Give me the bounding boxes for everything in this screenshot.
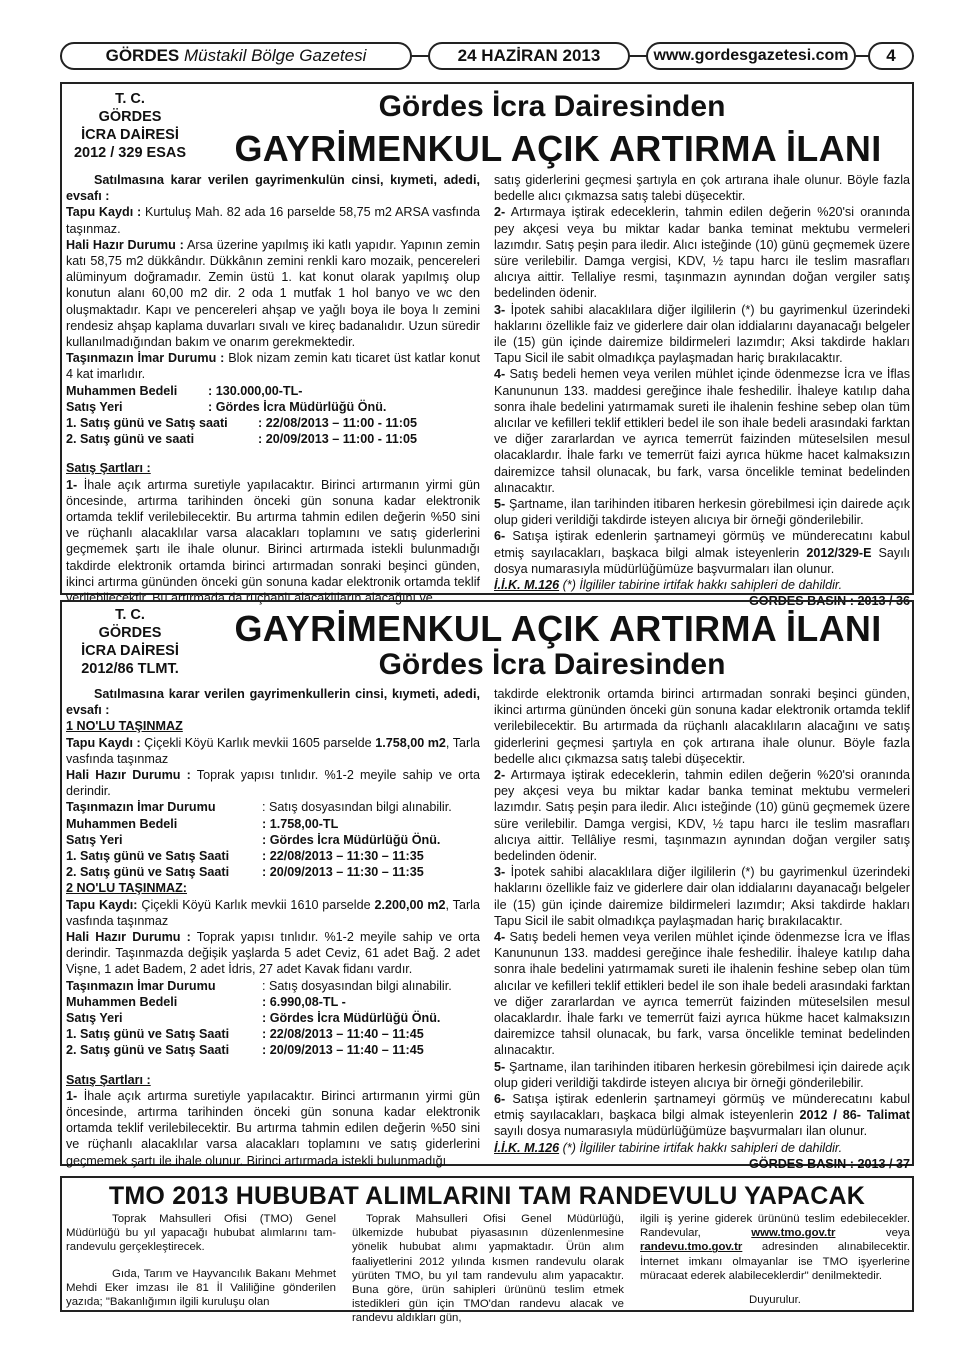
tmo-sign: Duyurulur. <box>749 1294 801 1307</box>
tapu-label: Tapu Kaydı : <box>66 735 141 750</box>
issue-date: 24 HAZİRAN 2013 <box>428 42 630 70</box>
iik-note <box>494 577 910 593</box>
ad-title: GAYRİMENKUL AÇIK ARTIRMA İLANI <box>234 128 882 169</box>
tmo-text: ilgili iş yerine giderek ürününü teslim edebilecekler. Randevular, <box>640 1213 910 1240</box>
cond-text: Satışa iştirak edenlerin şartnameyi görmüş ve münderecatını kabul etmiş sayılacakları, başkaca bilgi almak isteyenlerin <box>494 529 911 560</box>
yer-label: Satış Yeri <box>66 1011 123 1026</box>
imar-row <box>66 350 480 382</box>
cond-5 <box>494 496 910 528</box>
imar-label: Taşınmazın İmar Durumu <box>66 978 216 993</box>
cond-num: 5- <box>494 497 506 512</box>
ad-right-column <box>494 172 910 609</box>
tapu-area: 2.200,00 m2 <box>374 897 446 912</box>
gun1-label: 1. Satış günü ve Satış Saati <box>66 1027 230 1042</box>
imar-value: : Satış dosyasından bilgi alınabilir. <box>262 800 452 815</box>
property-2-heading: 2 NO'LU TAŞINMAZ: <box>66 881 187 896</box>
yer-value: : Gördes İcra Müdürlüğü Önü. <box>262 832 441 847</box>
cond-num: 2- <box>494 768 506 783</box>
page-header <box>60 38 914 74</box>
paper-name-pill <box>60 42 412 70</box>
court-heading <box>68 606 192 678</box>
t1-imar-row <box>66 799 480 815</box>
court-line: T. C. <box>115 607 145 623</box>
signature: GÖRDES BASIN : 2013 / 36 <box>749 594 910 609</box>
cond-4 <box>494 366 910 496</box>
tapu-label: Tapu Kaydı: <box>66 897 138 912</box>
yer-label: Satış Yeri <box>66 832 123 847</box>
court-line: T. C. <box>115 91 145 107</box>
tapu-value: Çiçekli Köyü Karlık mevkii 1605 parselde <box>144 735 376 750</box>
tapu-label: Tapu Kaydı : <box>66 205 142 220</box>
yer-value: : Gördes İcra Müdürlüğü Önü. <box>208 399 387 414</box>
gun1-value: : 22/08/2013 – 11:00 - 11:05 <box>258 416 417 431</box>
cond-num: 6- <box>494 1092 506 1107</box>
cond-num: 4- <box>494 367 506 382</box>
ad-right-column <box>494 686 910 1172</box>
tmo-text: veya <box>835 1227 910 1240</box>
hali-label: Hali Hazır Durumu : <box>66 237 184 252</box>
cond-text: Satış bedeli hemen veya verilen mühlet içinde ödenmezse İcra ve İflas Kanununun 133. maddesi gereğince ihale feshedilir. İhaleye katılıp daha sonra ihale bedelini yatırmamak sureti ile ihalenin feshine sebep olan tüm alıcılar ve kefilleri teklif ettikleri bedel ile son ihale bedeli arasındaki farktan ve diğer zararlardan ve ayrıca temerrüt faizinden müteselsilen mesul olacaklardır. İhale farkı ve temerrüt faizi ayrıca hükme hacet kalmaksızın dairemizce tahsil olunacak, bu fark, varsa öncelikle teminat bedelinden alınacaktır. <box>494 930 910 1058</box>
bedel-label: Muhammen Bedeli <box>66 816 178 831</box>
t2-yer-row <box>66 1010 480 1026</box>
tmo-col-1 <box>66 1212 336 1309</box>
court-line: İCRA DAİRESİ <box>81 127 179 143</box>
yer-value: : Gördes İcra Müdürlüğü Önü. <box>262 1011 441 1026</box>
court-line: 2012/86 TLMT. <box>81 661 179 677</box>
ad-left-column <box>66 172 480 606</box>
tapu-row <box>66 204 480 236</box>
tmo-headline: TMO 2013 HUBUBAT ALIMLARINI TAM RANDEVULU YAPACAK <box>108 1182 866 1210</box>
bedel-label: Muhammen Bedeli <box>66 994 178 1009</box>
hali-label: Hali Hazır Durumu : <box>66 930 191 945</box>
t1-gun2-row <box>66 864 480 880</box>
t2-tapu-row <box>66 897 480 929</box>
gun1-value: : 22/08/2013 – 11:30 – 11:35 <box>262 849 424 864</box>
gun2-label: 2. Satış günü ve Satış Saati <box>66 1043 230 1058</box>
tapu-area: 1.758,00 m2 <box>375 735 446 750</box>
cond-num: 4- <box>494 930 506 945</box>
ad-left-column <box>66 686 480 1169</box>
ad-auction-329 <box>60 82 914 609</box>
gun1-label: 1. Satış günü ve Satış Saati <box>66 849 230 864</box>
cond-continued: takdirde elektronik ortamda birinci artırmadan sonraki beşinci günden, ikinci artırma gününden önceki gün sonuna kadar elektronik ortamda teklif verilebilecektir. Bu artırmada da rüçhanlı alacaklıların alacağını ve satış giderlerini geçmesi şartıyla en çok artırana ihale olunur. Böyle fazla bedelle alıcı çıkmazsa satış talebi düşecektir. <box>494 687 910 766</box>
court-line: GÖRDES <box>98 109 162 125</box>
yer-label: Satış Yeri <box>66 399 123 414</box>
tapu-value: , Tarla vasfında taşınmaz <box>66 897 480 928</box>
cond-text: Artırmaya iştirak edeceklerin, tahmin edilen değerin %20'si oranında pey akçesi veya bu miktar kadar banka teminat mektubu vermeleri lazımdır. Satış peşin para iledir. Alıcı isteğinde (10) günü geçmemek üzere süre verilebilir. Damga vergisi, KDV, ½ tapu harcı ile teslim masrafları alıcıya aittir. Tellâliye resmi, taşınmazın aynından doğan vergiler satış bedelinden ödenir. <box>494 768 910 864</box>
cond-num: 3- <box>494 865 506 880</box>
cond-text: Sayılı dosya numarasıyla müdürlüğümüze başvurmaları ilan olunur. <box>494 545 910 576</box>
tmo-paragraph: Toprak Mahsulleri Ofisi (TMO) Genel Müdürlüğü bu yıl yapacağı hububat alımlarını tam-randevulu gerçekleştirecek. <box>66 1213 336 1254</box>
intro-text: Satılmasına karar verilen gayrimenkulün cinsi, kıymeti, adedi, evsafı : <box>66 173 480 204</box>
cond-text: Satışa iştirak edenlerin şartnameyi görmüş ve münderecatını kabul etmiş sayılacakları, başkaca bilgi almak isteyenlerin <box>494 1092 911 1123</box>
sart-text: İhale açık artırma suretiyle yapılacaktır. Birinci artırmanın yirmi gün öncesinde, artırma tarihinden önceki gün sonuna kadar elektronik ortamda teklif verilebilecektir. Bu artırma tahmin edilen değerin %50 sini ve rüçhanlı alacaklılar varsa alacakları toplamını ve satış giderlerini geçmemek şartı ile ihale olunur. Birinci artırmada istekli bulunmadığı takdirde elektronik ortamda birinci artırmadan sonraki beşinci günden, ikinci artırma gününden önceki gün sonuna kadar elektronik ortamda teklif verilebilecektir. Bu artırmada da rüçhanlı alacaklıların alacağını ve <box>66 477 480 606</box>
t1-tapu-row <box>66 735 480 767</box>
ad-auction-86 <box>60 600 914 1171</box>
tmo-paragraph: Toprak Mahsulleri Ofisi Genel Müdürlüğü, ülkemizde hububat piyasasının düzenlenmesine yönelik hububat alımı yapmaktadır. Ürün alım faaliyetlerini 2012 yılında kısmen randevulu olarak yürüten TMO, bu yıl tam randevulu alım yapacaktır. Buna göre, ürün sahipleri ürününü teslim etmek istedikleri gün için TMO'dan randevu alacak ve randevu aldıkları gün, <box>352 1213 624 1325</box>
cond-text: İpotek sahibi alacaklılara diğer ilgililerin (*) bu gayrimenkul üzerindeki haklarını özellikle faiz ve giderlere dair olan iddialarını dayanacağı belgeler ile (15) gün içinde dairemize bildirmeleri lazımdır; Aksi takdirde hakları Tapu Sicil ile sabit olmadıkça paylaşmadan hariç bırakılacaktır. <box>494 302 910 366</box>
ad-title: GAYRİMENKUL AÇIK ARTIRMA İLANI <box>234 608 882 649</box>
tmo-col-3 <box>640 1212 910 1307</box>
sartlar-heading: Satış Şartları : <box>66 461 151 476</box>
tmo-paragraph: Gıda, Tarım ve Hayvancılık Bakanı Mehmet Mehdi Eker imzası ile 81 İl Valiliğine gönderilen yazıda; "Bakanlığımın ilgili kuruluşu olan <box>66 1267 336 1309</box>
t1-hali-row <box>66 767 480 799</box>
gun2-value: : 20/09/2013 – 11:40 – 11:45 <box>262 1043 424 1058</box>
sart-text: İhale açık artırma suretiyle yapılacaktır. Birinci artırmanın yirmi gün öncesinde, artırma tarihinden önceki gün sonuna kadar elektronik ortamda teklif verilebilecektir. Bu artırma tahmin edilen değerin %50 sini ve rüçhanlı alacaklılar varsa alacakları toplamını ve satış giderlerini geçmemek şartı ile ihale olunur. Birinci artırmada istekli bulunmadığı <box>66 1088 480 1168</box>
yer-row <box>66 399 480 415</box>
cond-3 <box>494 864 910 929</box>
cond-4 <box>494 929 910 1059</box>
tmo-news-box <box>60 1176 914 1325</box>
randevu-link[interactable]: randevu.tmo.gov.tr <box>640 1241 743 1254</box>
court-line: 2012 / 329 ESAS <box>73 145 187 161</box>
cond-num: 2- <box>494 205 506 220</box>
iik-text: (*) İlgililer tabirine irtifak hakkı sahipleri de dahildir. <box>562 578 843 593</box>
t2-gun1-row <box>66 1026 480 1042</box>
page-number: 4 <box>868 42 914 70</box>
t1-bedel-row <box>66 816 480 832</box>
signature: GÖRDES BASIN : 2013 / 37 <box>749 1156 910 1171</box>
gun2-row <box>66 431 480 447</box>
t2-bedel-row <box>66 994 480 1010</box>
sart-num: 1- <box>66 1088 78 1103</box>
court-heading <box>68 90 192 162</box>
t1-yer-row <box>66 832 480 848</box>
paper-name: GÖRDES <box>105 46 180 65</box>
cond-text: Satış bedeli hemen veya verilen mühlet içinde ödenmezse İcra ve İflas Kanununun 133. maddesi gereğince ihale feshedilir. İhaleye katılıp daha sonra ihale bedelini yatırmamak sureti ile ihalenin feshine sebep olan tüm alıcılar ve kefilleri teklif ettikleri bedel ile son ihale bedeli arasındaki farktan ve diğer zararlardan ve ayrıca temerrüt faizinden müteselsilen mesul olacaklardır. İhale farkı ve temerrüt faizi ayrıca hükme hacet kalmaksızın dairemizce tahsil olunacak, bu fark, varsa öncelikle teminat bedelinden alınacaktır. <box>494 367 910 495</box>
iik-note <box>494 1140 910 1156</box>
gun2-label: 2. Satış günü ve Satış Saati <box>66 865 230 880</box>
iik-ref: İ.İ.K. M.126 <box>494 1140 560 1155</box>
hali-row <box>66 237 480 350</box>
imar-label: Taşınmazın İmar Durumu <box>66 800 216 815</box>
tmo-col-2 <box>352 1212 624 1326</box>
hali-value: Toprak yapısı tınlıdır. %1-2 meyile sahip ve orta derindir. Taşınmazda değişik yaşlarda 5 adet Ceviz, 61 adet Bağ. 2 adet Vişne, 1 adet Badem, 2 adet İdris, 27 adet Kavak fidanı vardır. <box>66 930 480 977</box>
ad-subtitle: Gördes İcra Dairesinden <box>378 90 726 123</box>
gun2-label: 2. Satış günü ve saati <box>66 432 195 447</box>
t1-gun1-row <box>66 848 480 864</box>
sart-num: 1- <box>66 477 78 492</box>
website-link[interactable]: www.gordesgazetesi.com <box>646 42 856 70</box>
cond-continued: satış giderlerini geçmesi şartıyla en çok artırana ihale olunur. Böyle fazla bedelle alıcı çıkmazsa satış talebi düşecektir. <box>494 173 910 204</box>
t2-imar-row <box>66 978 480 994</box>
cond-5 <box>494 1059 910 1091</box>
hali-value: Toprak yapısı tınlıdır. %1-2 meyile sahip ve orta derindir. <box>66 768 480 799</box>
tmo-text: adresinden alınabilecektir. İnternet imkanı olmayanlar ise TMO işyerlerine müracaat ederek alabileceklerdir" denilmektedir. <box>640 1241 910 1282</box>
cond-num: 3- <box>494 302 506 317</box>
cond-num: 6- <box>494 529 506 544</box>
imar-value: : Satış dosyasından bilgi alınabilir. <box>262 978 452 993</box>
sart-1 <box>66 1088 480 1169</box>
gun1-row <box>66 415 480 431</box>
hali-value: Arsa üzerine yapılmış iki katlı yapıdır. Yapının zemin katı 58,75 m2 dükkândır. Dükkânın zemini renkli karo mozaik, pencereleri alüminyum doğramadır. Zemin üstü 1. kat konut olarak yapılmış olup konutun alanı 60,00 m2 dir. 2 oda 1 mutfak 1 hol banyo ve wc den oluşmaktadır. Kapı ve pencereleri ahşap ve yağlı boya ile boya lı zemini rendesiz ahşap kaplama duvarları sıvalı ve kireç badanalıdır. Uzun süredir kullanılmadığından bakım ve onarım gerekmektedir. <box>66 237 480 350</box>
tapu-value: Çiçekli Köyü Karlık mevkii 1610 parselde <box>137 897 375 912</box>
tapu-value: Kurtuluş Mah. 82 ada 16 parselde 58,75 m2 ARSA vasfında taşınmaz. <box>66 205 480 236</box>
imar-value: Blok nizam zemin katı ticaret üst katlar konut 4 kat imarlıdır. <box>66 351 480 382</box>
cond-text: Artırmaya iştirak edeceklerin, tahmin edilen değerin %20'si oranında pey akçesi veya bu miktar kadar banka teminat mektubu vermeleri lazımdır. Satış peşin para iledir. Alıcı isteğinde (10) günü geçmemek üzere süre verilebilir. Damga vergisi, KDV, ½ tapu harcı ile teslim masrafları alıcıya aittir. Tellaliye resmi, taşınmazın aynından doğan vergiler satış bedelinden ödenir. <box>494 205 910 301</box>
ad-subtitle: Gördes İcra Dairesinden <box>378 648 726 681</box>
cond-2 <box>494 204 910 301</box>
cond-text: Şartname, ilan tarihinden itibaren herkesin görebilmesi için dairede açık olup gideri verildiği takdirde isteyen alıcıya bir örneği gönderilebilir. <box>494 1059 910 1090</box>
cond-2 <box>494 767 910 864</box>
court-line: GÖRDES <box>98 625 162 641</box>
cond-text: İpotek sahibi alacaklılara diğer ilgililerin (*) bu gayrimenkul üzerindeki haklarını özellikle faiz ve giderlere dair olan iddialarını dayanacağı belgeler ile (15) gün içinde dairemize bildirmeleri lazımdır; Aksi takdirde hakları Tapu Sicil ile sabit olmadıkça paylaşmadan hariç bırakılacaktır. <box>494 865 910 928</box>
t2-hali-row <box>66 929 480 978</box>
tmo-link[interactable]: www.tmo.gov.tr <box>751 1227 836 1240</box>
gun1-value: : 22/08/2013 – 11:40 – 11:45 <box>262 1027 424 1042</box>
bedel-value: : 6.990,08-TL - <box>262 994 346 1009</box>
bedel-value: : 130.000,00-TL- <box>208 383 303 398</box>
gun2-value: : 20/09/2013 – 11:00 - 11:05 <box>258 432 417 447</box>
paper-subtitle: Müstakil Bölge Gazetesi <box>184 46 367 65</box>
sartlar-heading: Satış Şartları : <box>66 1072 151 1087</box>
bedel-label: Muhammen Bedeli <box>66 383 178 398</box>
sart-1 <box>66 477 480 607</box>
tapu-value: , Tarla vasfında taşınmaz <box>66 735 480 766</box>
file-number: 2012 / 86- Talimat <box>799 1108 910 1123</box>
imar-label: Taşınmazın İmar Durumu : <box>66 351 225 366</box>
bedel-value: : 1.758,00-TL <box>262 816 339 831</box>
t2-gun2-row <box>66 1042 480 1058</box>
cond-6 <box>494 1091 910 1140</box>
cond-text: Şartname, ilan tarihinden itibaren herkesin görebilmesi için dairede açık olup gideri verildiği takdirde isteyen alıcıya bir örneği gönderilebilir. <box>494 497 910 528</box>
cond-num: 5- <box>494 1059 506 1074</box>
hali-label: Hali Hazır Durumu : <box>66 768 191 783</box>
cond-6 <box>494 528 910 577</box>
intro-text: Satılmasına karar verilen gayrimenkullerin cinsi, kıymeti, adedi, evsafı : <box>66 687 480 718</box>
file-number: 2012/329-E <box>806 545 872 560</box>
tmo-paragraph <box>640 1212 910 1283</box>
property-1-heading: 1 NO'LU TAŞINMAZ <box>66 719 183 734</box>
court-line: İCRA DAİRESİ <box>81 643 179 659</box>
bedel-row <box>66 383 480 399</box>
iik-ref: İ.İ.K. M.126 <box>494 578 560 593</box>
cond-3 <box>494 302 910 367</box>
gun2-value: : 20/09/2013 – 11:30 – 11:35 <box>262 865 424 880</box>
gun1-label: 1. Satış günü ve Satış saati <box>66 416 228 431</box>
cond-text: sayılı dosya numarasıyla müdürlüğümüze başvurmaları ilan olunur. <box>494 1124 868 1139</box>
iik-text: (*) İlgililer tabirine irtifak hakkı sahipleri de dahildir. <box>562 1140 843 1155</box>
